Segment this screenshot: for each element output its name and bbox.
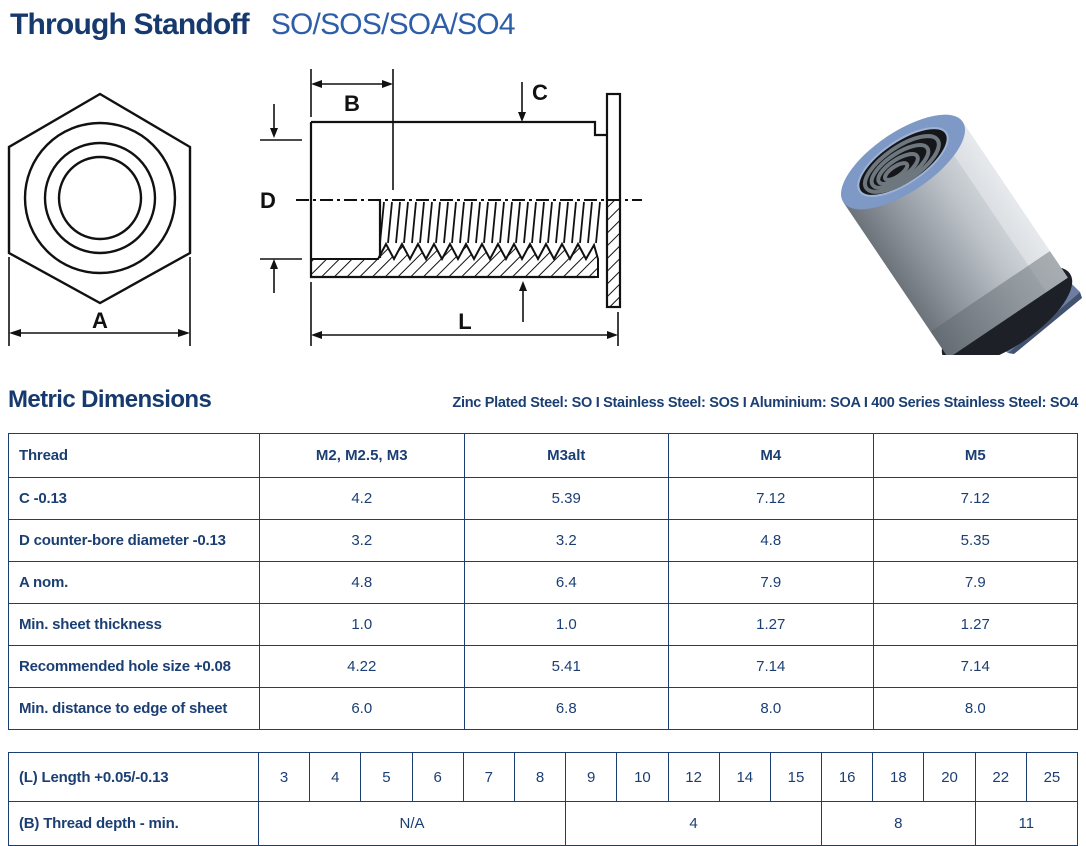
table-cell: 4.2 (260, 478, 465, 520)
thread-flanks (380, 202, 600, 243)
column-header: Thread (9, 434, 260, 478)
table-cell: 6.8 (464, 688, 669, 730)
table-cell: 7.9 (873, 562, 1078, 604)
dim-label-c: C (532, 80, 548, 105)
table-cell: 7 (463, 753, 514, 802)
arrowhead (311, 80, 322, 88)
table-cell: 8.0 (669, 688, 874, 730)
row-label: Min. distance to edge of sheet (9, 688, 260, 730)
table-cell: 8.0 (873, 688, 1078, 730)
table-cell: 20 (924, 753, 975, 802)
arrowhead (519, 281, 527, 291)
row-label: C -0.13 (9, 478, 260, 520)
table-cell: 6 (412, 753, 463, 802)
arrowhead (9, 329, 21, 337)
table-row (9, 688, 1078, 730)
row-label: A nom. (9, 562, 260, 604)
table-cell: 16 (822, 753, 873, 802)
table-row (9, 478, 1078, 520)
row-label: Recommended hole size +0.08 (9, 646, 260, 688)
table-cell: 7.12 (669, 478, 874, 520)
dim-label-a: A (92, 308, 108, 333)
table-cell: 1.0 (260, 604, 465, 646)
section-heading-row (8, 386, 1078, 414)
table-cell: 5.35 (873, 520, 1078, 562)
table-cell: 18 (873, 753, 924, 802)
arrowhead (270, 259, 278, 269)
cross-section-diagram (250, 55, 670, 355)
table-cell: 6.4 (464, 562, 669, 604)
table-cell: 11 (975, 802, 1077, 846)
table-cell: N/A (259, 802, 566, 846)
arrowhead (311, 331, 322, 339)
table-cell: 4 (310, 753, 361, 802)
table-cell: 22 (975, 753, 1026, 802)
table-row (9, 520, 1078, 562)
row-label: (B) Thread depth - min. (9, 802, 259, 846)
table-cell: 4 (566, 802, 822, 846)
table-row (9, 604, 1078, 646)
column-header: M4 (669, 434, 874, 478)
table-cell: 7.12 (873, 478, 1078, 520)
flange-hatch (607, 200, 620, 307)
table-row (9, 562, 1078, 604)
table-cell: 4.22 (260, 646, 465, 688)
dim-label-b: B (344, 91, 360, 116)
length-table (8, 752, 1078, 846)
table-cell: 1.0 (464, 604, 669, 646)
table-header-row (9, 434, 1078, 478)
table-cell: 1.27 (669, 604, 874, 646)
table-cell: 12 (668, 753, 719, 802)
arrowhead (270, 128, 278, 138)
arrowhead (178, 329, 190, 337)
standoff-cylinder (823, 95, 1086, 355)
table-cell: 7.14 (669, 646, 874, 688)
table-cell: 9 (566, 753, 617, 802)
table-row (9, 646, 1078, 688)
section-heading: Metric Dimensions (8, 386, 212, 413)
table-cell: 4.8 (260, 562, 465, 604)
table-cell: 7.14 (873, 646, 1078, 688)
table-cell: 3.2 (464, 520, 669, 562)
row-label: Min. sheet thickness (9, 604, 260, 646)
hexagon-outline (9, 94, 190, 303)
table-cell: 8 (514, 753, 565, 802)
section-hatch (311, 244, 598, 277)
page-title: Through Standoff (10, 8, 249, 41)
column-header: M2, M2.5, M3 (260, 434, 465, 478)
hex-front-view-diagram (0, 80, 230, 360)
table-cell: 6.0 (260, 688, 465, 730)
table-cell: 5.41 (464, 646, 669, 688)
thread-depth-row (9, 802, 1078, 846)
row-label: D counter-bore diameter -0.13 (9, 520, 260, 562)
page-subtitle: SO/SOS/SOA/SO4 (270, 8, 515, 41)
table-cell: 15 (770, 753, 821, 802)
arrowhead (518, 112, 526, 122)
table-cell: 3 (259, 753, 310, 802)
dim-label-d: D (260, 188, 276, 213)
arrowhead (382, 80, 393, 88)
table-cell: 8 (822, 802, 976, 846)
table-cell: 1.27 (873, 604, 1078, 646)
length-row (9, 753, 1078, 802)
arrowhead (607, 331, 618, 339)
table-cell: 14 (719, 753, 770, 802)
column-header: M5 (873, 434, 1078, 478)
materials-note: Zinc Plated Steel: SO I Stainless Steel: SOS I Aluminium: SOA I 400 Series Stainless Steel: SO4 (452, 395, 1078, 411)
dimensions-table (8, 433, 1078, 730)
row-label: (L) Length +0.05/-0.13 (9, 753, 259, 802)
table-cell: 7.9 (669, 562, 874, 604)
table-cell: 5.39 (464, 478, 669, 520)
column-header: M3alt (464, 434, 669, 478)
page-header (10, 8, 515, 42)
dim-label-l: L (458, 309, 472, 334)
product-photo (808, 55, 1086, 355)
table-cell: 25 (1026, 753, 1077, 802)
table-cell: 5 (361, 753, 412, 802)
table-cell: 3.2 (260, 520, 465, 562)
table-cell: 10 (617, 753, 668, 802)
table-cell: 4.8 (669, 520, 874, 562)
